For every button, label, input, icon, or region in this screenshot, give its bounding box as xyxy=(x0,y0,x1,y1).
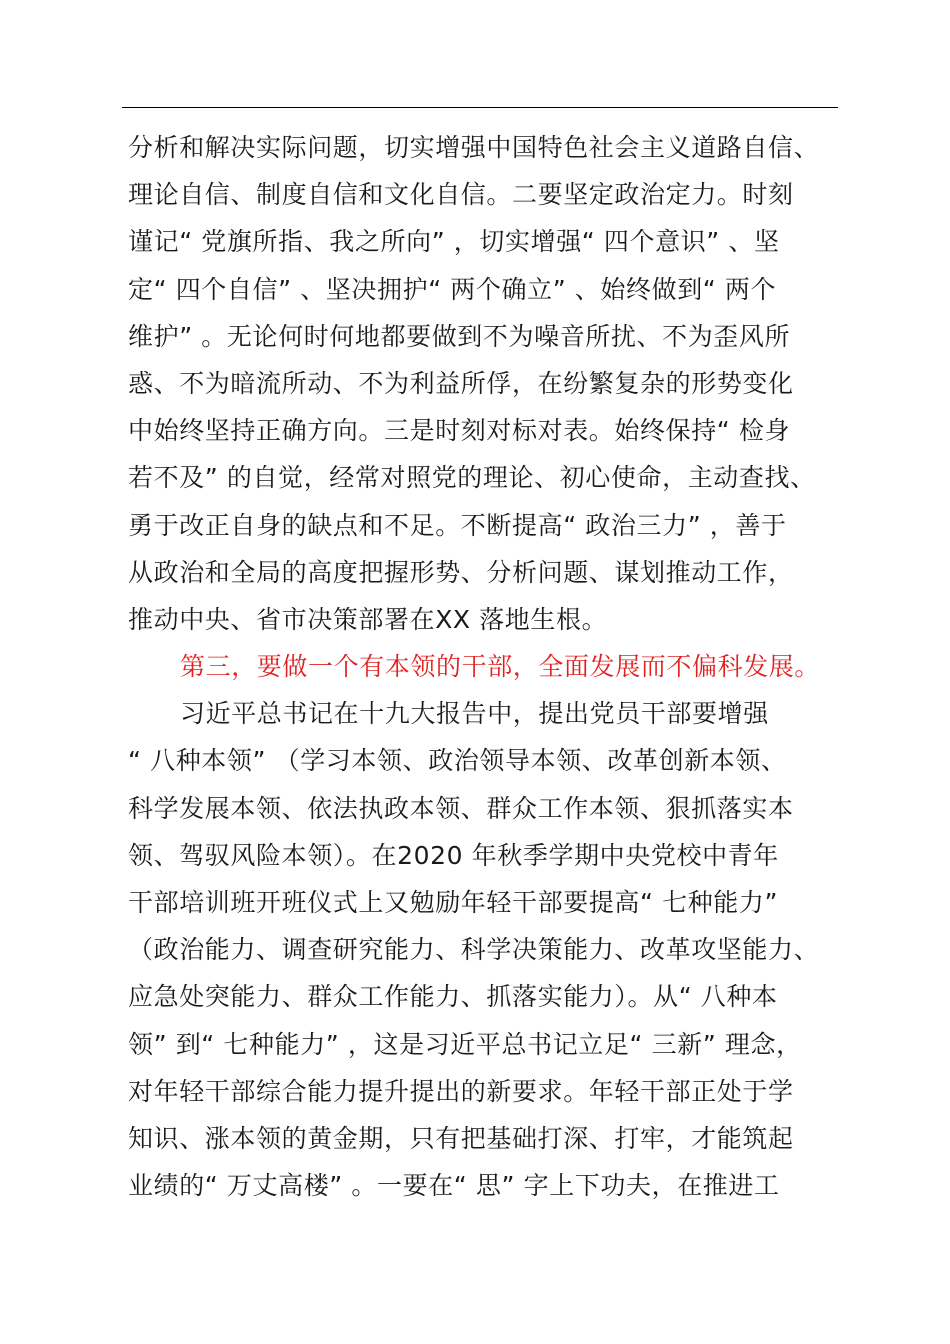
paragraph-line: 惑、不为暗流所动、不为利益所俘，在纷繁复杂的形势变化 xyxy=(128,368,794,398)
paragraph-line: （政治能力、调查研究能力、科学决策能力、改革攻坚能力、 xyxy=(128,935,820,965)
paragraph-line: 中始终坚持正确方向。三是时刻对标对表。始终保持“ 检身 xyxy=(128,416,791,446)
paragraph-line: 知识、涨本领的黄金期，只有把基础打深、打牢，才能筑起 xyxy=(128,1123,794,1153)
paragraph-line: 领、驾驭风险本领）。在2020 年秋季学期中央党校中青年 xyxy=(128,840,779,870)
paragraph-line: 勇于改正自身的缺点和不足。不断提高“ 政治三力” ，善于 xyxy=(128,510,787,540)
paragraph-line: 应急处突能力、群众工作能力、抓落实能力）。从“ 八种本 xyxy=(128,982,778,1012)
paragraph-line: 谨记“ 党旗所指、我之所向” ，切实增强“ 四个意识” 、坚 xyxy=(128,227,780,257)
paragraph-line: 分析和解决实际问题，切实增强中国特色社会主义道路自信、 xyxy=(128,133,820,162)
paragraph-line: 领” 到“ 七种能力” ，这是习近平总书记立足“ 三新” 理念， xyxy=(128,1029,802,1059)
paragraph-line: 业绩的“ 万丈高楼” 。一要在“ 思” 字上下功夫，在推进工 xyxy=(128,1171,780,1201)
paragraph-line: 习近平总书记在十九大报告中，提出党员干部要增强 xyxy=(180,699,769,729)
paragraph-line: 理论自信、制度自信和文化自信。二要坚定政治定力。时刻 xyxy=(128,180,794,210)
paragraph-line: “ 八种本领” （学习本领、政治领导本领、改革创新本领、 xyxy=(128,746,787,776)
paragraph-line: 从政治和全局的高度把握形势、分析问题、谋划推动工作， xyxy=(128,557,794,587)
paragraph-line: 干部培训班开班仪式上又勉励年轻干部要提高“ 七种能力” xyxy=(128,888,779,917)
paragraph-line: 若不及” 的自觉，经常对照党的理论、初心使命，主动查找、 xyxy=(128,463,816,493)
section-heading: 第三，要做一个有本领的干部，全面发展而不偏科发展。 xyxy=(180,652,821,682)
paragraph-line: 推动中央、省市决策部署在XX 落地生根。 xyxy=(128,604,608,634)
paragraph-line: 科学发展本领、依法执政本领、群众工作本领、狠抓落实本 xyxy=(128,793,794,823)
document-body xyxy=(128,124,918,1209)
header-rule xyxy=(122,107,838,108)
paragraph-line: 定“ 四个自信” 、坚决拥护“ 两个确立” 、始终做到“ 两个 xyxy=(128,274,777,304)
paragraph-line: 对年轻干部综合能力提升提出的新要求。年轻干部正处于学 xyxy=(128,1076,794,1106)
paragraph-line: 维护” 。无论何时何地都要做到不为噪音所扰、不为歪风所 xyxy=(128,321,791,351)
